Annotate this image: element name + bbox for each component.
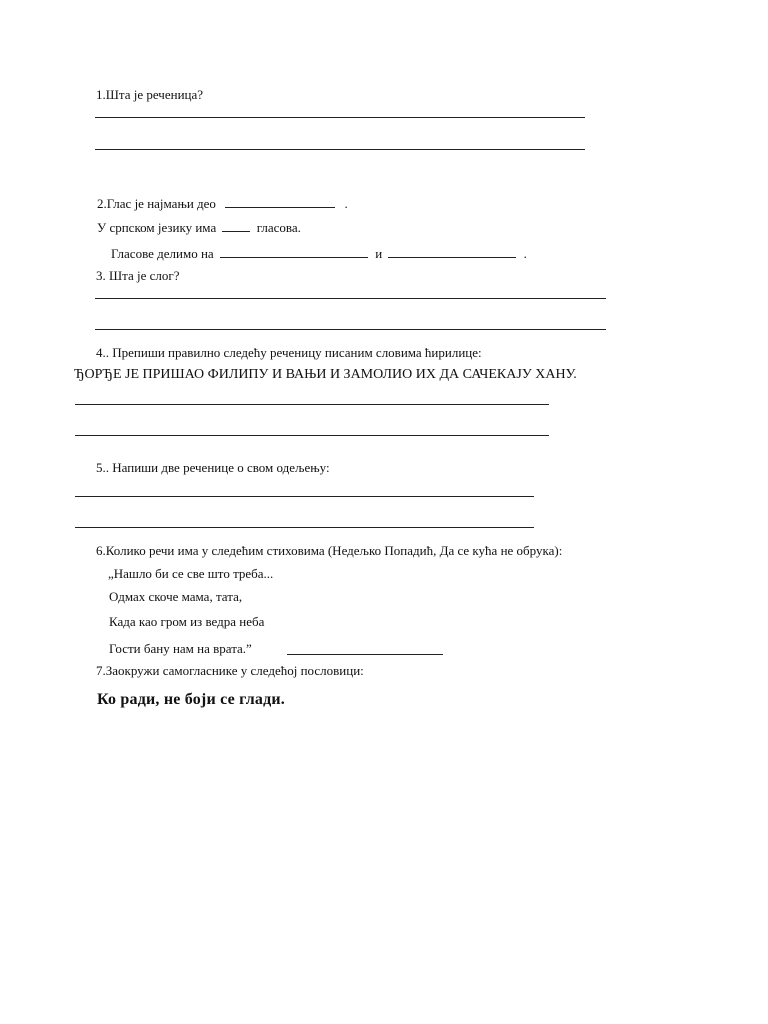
verse-line: Када као гром из ведра неба	[109, 614, 265, 629]
answer-blank[interactable]	[225, 195, 335, 208]
answer-line[interactable]	[75, 404, 549, 405]
question-1: 1.Шта је реченица?	[96, 87, 204, 102]
question-2-line-2	[97, 219, 301, 236]
question-2-line-2-end: гласова.	[256, 220, 301, 235]
question-2	[97, 195, 348, 212]
answer-line[interactable]	[95, 329, 606, 330]
verse-line: „Нашло би се све што треба...	[108, 566, 274, 581]
question-7: 7.Заокружи самогласнике у следећој пословици:	[96, 663, 364, 678]
question-2-line-3	[111, 245, 527, 262]
answer-line[interactable]	[75, 527, 534, 528]
answer-line[interactable]	[95, 117, 585, 118]
answer-blank[interactable]	[220, 245, 368, 258]
answer-line[interactable]	[287, 654, 443, 655]
answer-line[interactable]	[95, 298, 606, 299]
answer-line[interactable]	[75, 496, 534, 497]
answer-line[interactable]	[95, 149, 585, 150]
period: .	[523, 246, 527, 261]
question-3: 3. Шта је слог?	[96, 268, 180, 283]
answer-blank[interactable]	[388, 245, 516, 258]
answer-line[interactable]	[75, 435, 549, 436]
question-5: 5.. Напиши две реченице о свом одељењу:	[96, 460, 330, 475]
verse-line: Одмах скоче мама, тата,	[109, 589, 243, 604]
question-2-line-2-text: У српском језику има	[97, 220, 217, 235]
period: .	[344, 196, 348, 211]
question-2-line-3-text: Гласове делимо на	[111, 246, 214, 261]
question-6: 6.Колико речи има у следећим стиховима (Недељко Попадић, Да се кућа не обрука):	[96, 543, 563, 558]
answer-blank[interactable]	[222, 219, 250, 232]
question-2-text: 2.Глас је најмањи део	[97, 196, 216, 211]
verse-line: Гости бану нам на врата.”	[109, 641, 252, 656]
question-2-line-3-mid: и	[375, 246, 383, 261]
proverb: Ко ради, не боји се глади.	[97, 691, 286, 708]
question-4: 4.. Препиши правилно следећу реченицу писаним словима ћирилице:	[96, 345, 482, 360]
sentence-to-copy: ЂОРЂЕ ЈЕ ПРИШАО ФИЛИПУ И ВАЊИ И ЗАМОЛИО ИХ ДА САЧЕКАЈУ ХАНУ.	[74, 367, 577, 382]
